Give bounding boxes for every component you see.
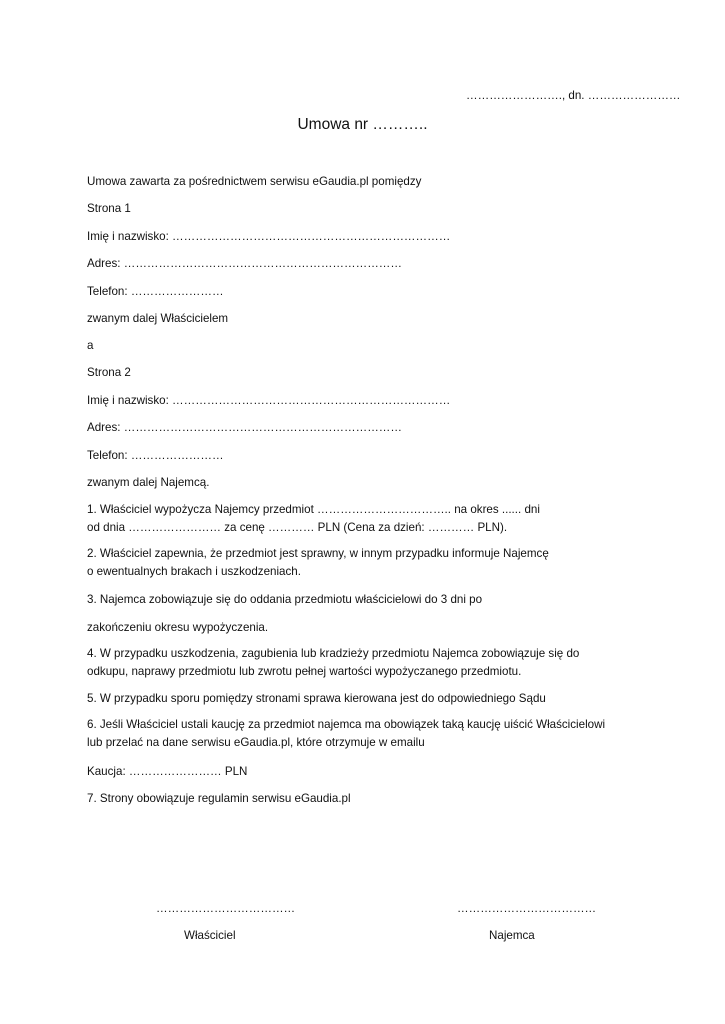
owner-signature-line: ………………………………	[156, 902, 296, 915]
clause-2	[87, 545, 647, 581]
clause-6-line-1: 6. Jeśli Właściciel ustali kaucję za przedmiot najemca ma obowiązek taką kaucję uiścić Właścicielowi	[87, 718, 606, 731]
party2-name: Imię i nazwisko: ………………………………………………………………	[87, 394, 451, 407]
party1-address: Adres: ………………………………………………………………	[87, 257, 402, 270]
party1-role: zwanym dalej Właścicielem	[87, 312, 229, 325]
clause-1-line-2: od dnia …………………… za cenę ………… PLN (Cena za dzień: ………… PLN).	[87, 521, 508, 534]
party2-phone: Telefon: ……………………	[87, 449, 224, 462]
party1-phone: Telefon: ……………………	[87, 285, 224, 298]
clause-3-line-2: zakończeniu okresu wypożyczenia.	[87, 621, 269, 634]
party2-role: zwanym dalej Najemcą.	[87, 476, 210, 489]
clause-7: 7. Strony obowiązuje regulamin serwisu eGaudia.pl	[87, 792, 351, 805]
clause-6-line-2: lub przelać na dane serwisu eGaudia.pl, które otrzymuje w emailu	[87, 736, 425, 749]
clause-2-line-1: 2. Właściciel zapewnia, że przedmiot jest sprawny, w innym przypadku informuje Najemcę	[87, 547, 549, 560]
party1-heading: Strona 1	[87, 202, 131, 215]
party2-heading: Strona 2	[87, 366, 131, 379]
clause-3-line-1: 3. Najemca zobowiązuje się do oddania przedmiotu właścicielowi do 3 dni po	[87, 593, 483, 606]
clause-4-line-1: 4. W przypadku uszkodzenia, zagubienia lub kradzieży przedmiotu Najemca zobowiązuje się do	[87, 647, 580, 660]
clause-1	[87, 501, 647, 537]
document-title: Umowa nr ………..	[297, 116, 428, 133]
tenant-signature-line: ………………………………	[457, 902, 597, 915]
tenant-signature-label: Najemca	[489, 929, 535, 942]
clause-2-line-2: o ewentualnych brakach i uszkodzeniach.	[87, 565, 301, 578]
conjunction: a	[87, 339, 94, 352]
clause-1-line-1: 1. Właściciel wypożycza Najemcy przedmiot …………………………….. na okres ...... dni	[87, 503, 540, 516]
intro-text: Umowa zawarta za pośrednictwem serwisu eGaudia.pl pomiędzy	[87, 175, 422, 188]
place-date-line: ……………………., dn. ……………………	[466, 89, 681, 102]
clause-4	[87, 645, 647, 681]
party2-address: Adres: ………………………………………………………………	[87, 421, 402, 434]
deposit-line: Kaucja: …………………… PLN	[87, 765, 248, 778]
party1-name: Imię i nazwisko: ………………………………………………………………	[87, 230, 451, 243]
owner-signature-label: Właściciel	[184, 929, 236, 942]
clause-6	[87, 716, 647, 752]
clause-4-line-2: odkupu, naprawy przedmiotu lub zwrotu pełnej wartości wypożyczanego przedmiotu.	[87, 665, 522, 678]
clause-5: 5. W przypadku sporu pomiędzy stronami sprawa kierowana jest do odpowiedniego Sądu	[87, 692, 546, 705]
